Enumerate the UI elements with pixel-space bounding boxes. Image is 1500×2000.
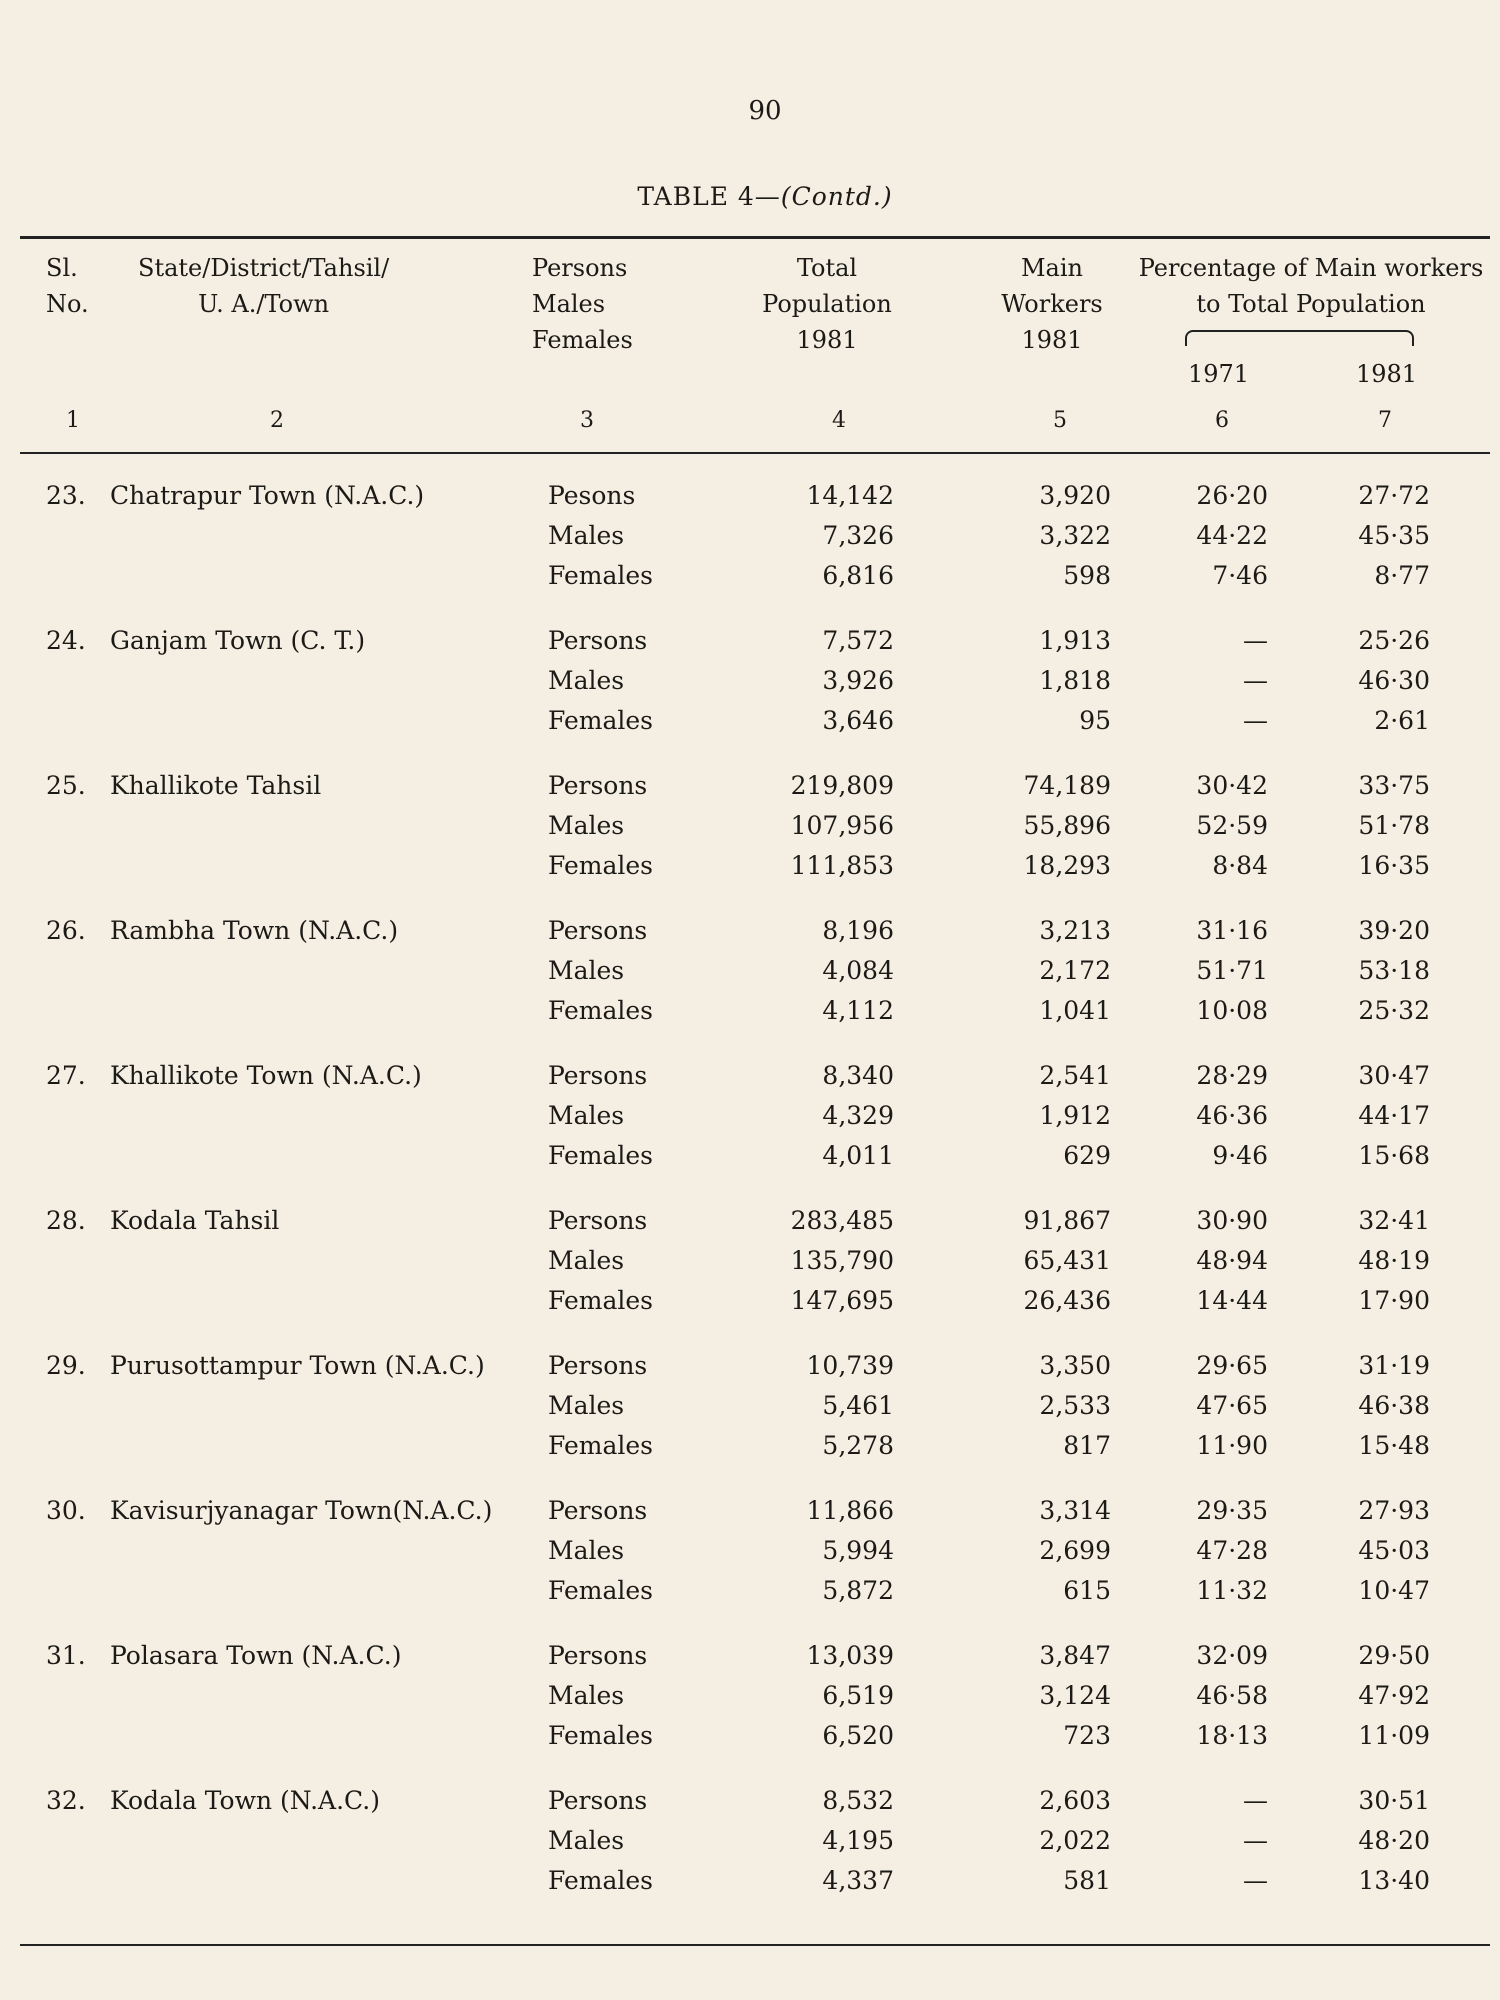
sex-label: Persons bbox=[548, 1061, 648, 1090]
main-workers: 615 bbox=[1063, 1576, 1111, 1605]
sex-label: Males bbox=[548, 1391, 625, 1420]
table-row bbox=[0, 1346, 1500, 1388]
sex-label: Males bbox=[548, 1101, 625, 1130]
main-workers: 3,124 bbox=[1039, 1681, 1111, 1710]
percent-1981: 33·75 bbox=[1358, 771, 1430, 800]
column-number: 4 bbox=[832, 408, 846, 433]
column-number: 7 bbox=[1378, 408, 1392, 433]
entry-number: 28. bbox=[46, 1206, 86, 1235]
table-title-contd: (Contd.) bbox=[780, 182, 893, 211]
sex-label: Males bbox=[548, 811, 625, 840]
entry-number: 29. bbox=[46, 1351, 86, 1380]
main-workers: 3,920 bbox=[1039, 481, 1111, 510]
percent-1981: 8·77 bbox=[1374, 561, 1430, 590]
main-workers: 1,041 bbox=[1039, 996, 1111, 1025]
main-workers: 18,293 bbox=[1023, 851, 1111, 880]
sex-label: Persons bbox=[548, 1786, 648, 1815]
percent-1971: 47·28 bbox=[1196, 1536, 1268, 1565]
total-population: 5,278 bbox=[822, 1431, 894, 1460]
table-row bbox=[0, 1426, 1500, 1468]
total-population: 4,084 bbox=[822, 956, 894, 985]
sex-label: Females bbox=[548, 1431, 654, 1460]
total-population: 5,872 bbox=[822, 1576, 894, 1605]
total-population: 8,340 bbox=[822, 1061, 894, 1090]
table-row bbox=[0, 661, 1500, 703]
entry-name: Kodala Tahsil bbox=[110, 1206, 280, 1235]
main-workers: 1,912 bbox=[1039, 1101, 1111, 1130]
total-population: 107,956 bbox=[790, 811, 894, 840]
total-population: 3,646 bbox=[822, 706, 894, 735]
percent-1971: — bbox=[1243, 706, 1268, 735]
table-row bbox=[0, 806, 1500, 848]
sex-label: Males bbox=[548, 521, 625, 550]
main-workers: 3,213 bbox=[1039, 916, 1111, 945]
percent-1981: 46·30 bbox=[1358, 666, 1430, 695]
table-row bbox=[0, 911, 1500, 953]
header-rule bbox=[20, 452, 1490, 454]
column-number: 6 bbox=[1215, 408, 1229, 433]
main-workers: 723 bbox=[1063, 1721, 1111, 1750]
table-row bbox=[0, 1386, 1500, 1428]
total-population: 14,142 bbox=[806, 481, 894, 510]
percent-1971: 11·90 bbox=[1196, 1431, 1268, 1460]
main-workers: 74,189 bbox=[1023, 771, 1111, 800]
percent-1981: 53·18 bbox=[1358, 956, 1430, 985]
main-workers: 3,314 bbox=[1039, 1496, 1111, 1525]
table-row bbox=[0, 1781, 1500, 1823]
table-row bbox=[0, 766, 1500, 808]
total-population: 6,816 bbox=[822, 561, 894, 590]
sex-label: Females bbox=[548, 561, 654, 590]
table-row bbox=[0, 1201, 1500, 1243]
total-population: 7,326 bbox=[822, 521, 894, 550]
main-workers: 91,867 bbox=[1023, 1206, 1111, 1235]
header-percentage: Percentage of Main workers to Total Population bbox=[1138, 254, 1484, 318]
main-workers: 581 bbox=[1063, 1866, 1111, 1895]
table-row bbox=[0, 1531, 1500, 1573]
year-brace bbox=[1185, 330, 1414, 346]
header-name: State/District/Tahsil/ U. A./Town bbox=[138, 254, 390, 318]
total-population: 4,112 bbox=[822, 996, 894, 1025]
percent-1981: 30·47 bbox=[1358, 1061, 1430, 1090]
entry-number: 25. bbox=[46, 771, 86, 800]
percent-1981: 25·26 bbox=[1358, 626, 1430, 655]
total-population: 8,532 bbox=[822, 1786, 894, 1815]
percent-1971: 9·46 bbox=[1212, 1141, 1268, 1170]
total-population: 4,337 bbox=[822, 1866, 894, 1895]
sex-label: Males bbox=[548, 1826, 625, 1855]
table-row bbox=[0, 1281, 1500, 1323]
percent-1971: 29·35 bbox=[1196, 1496, 1268, 1525]
percent-1981: 29·50 bbox=[1358, 1641, 1430, 1670]
main-workers: 2,533 bbox=[1039, 1391, 1111, 1420]
main-workers: 3,322 bbox=[1039, 521, 1111, 550]
table-row bbox=[0, 701, 1500, 743]
table-row bbox=[0, 476, 1500, 518]
table-row bbox=[0, 846, 1500, 888]
percent-1981: 25·32 bbox=[1358, 996, 1430, 1025]
entry-number: 30. bbox=[46, 1496, 86, 1525]
percent-1971: 30·42 bbox=[1196, 771, 1268, 800]
entry-number: 23. bbox=[46, 481, 86, 510]
percent-1971: 18·13 bbox=[1196, 1721, 1268, 1750]
sex-label: Males bbox=[548, 666, 625, 695]
total-population: 5,461 bbox=[822, 1391, 894, 1420]
table-title-main: TABLE 4— bbox=[637, 182, 781, 211]
entry-number: 26. bbox=[46, 916, 86, 945]
entry-name: Polasara Town (N.A.C.) bbox=[110, 1641, 402, 1670]
sex-label: Females bbox=[548, 1576, 654, 1605]
percent-1971: — bbox=[1243, 1786, 1268, 1815]
table-row bbox=[0, 1716, 1500, 1758]
total-population: 11,866 bbox=[806, 1496, 894, 1525]
sex-label: Females bbox=[548, 1141, 654, 1170]
percent-1981: 44·17 bbox=[1358, 1101, 1430, 1130]
percent-1981: 47·92 bbox=[1358, 1681, 1430, 1710]
entry-number: 32. bbox=[46, 1786, 86, 1815]
main-workers: 2,022 bbox=[1039, 1826, 1111, 1855]
total-population: 147,695 bbox=[790, 1286, 894, 1315]
sex-label: Persons bbox=[548, 771, 648, 800]
column-number: 3 bbox=[580, 408, 594, 433]
main-workers: 2,603 bbox=[1039, 1786, 1111, 1815]
table-row bbox=[0, 621, 1500, 663]
sex-label: Persons bbox=[548, 626, 648, 655]
table-row bbox=[0, 991, 1500, 1033]
main-workers: 1,913 bbox=[1039, 626, 1111, 655]
percent-1971: 11·32 bbox=[1196, 1576, 1268, 1605]
entry-name: Purusottampur Town (N.A.C.) bbox=[110, 1351, 485, 1380]
main-workers: 26,436 bbox=[1023, 1286, 1111, 1315]
percent-1981: 31·19 bbox=[1358, 1351, 1430, 1380]
total-population: 13,039 bbox=[806, 1641, 894, 1670]
percent-1981: 27·72 bbox=[1358, 481, 1430, 510]
table-row bbox=[0, 1056, 1500, 1098]
sex-label: Persons bbox=[548, 1351, 648, 1380]
total-population: 111,853 bbox=[790, 851, 894, 880]
sex-label: Females bbox=[548, 996, 654, 1025]
main-workers: 55,896 bbox=[1023, 811, 1111, 840]
total-population: 5,994 bbox=[822, 1536, 894, 1565]
percent-1971: 26·20 bbox=[1196, 481, 1268, 510]
entry-name: Chatrapur Town (N.A.C.) bbox=[110, 481, 425, 510]
total-population: 8,196 bbox=[822, 916, 894, 945]
percent-1971: — bbox=[1243, 1866, 1268, 1895]
percent-1981: 10·47 bbox=[1358, 1576, 1430, 1605]
sex-label: Females bbox=[548, 706, 654, 735]
main-workers: 817 bbox=[1063, 1431, 1111, 1460]
percent-1971: 30·90 bbox=[1196, 1206, 1268, 1235]
total-population: 4,011 bbox=[822, 1141, 894, 1170]
total-population: 4,329 bbox=[822, 1101, 894, 1130]
percent-1971: — bbox=[1243, 666, 1268, 695]
sex-label: Persons bbox=[548, 1206, 648, 1235]
table-row bbox=[0, 1241, 1500, 1283]
total-population: 4,195 bbox=[822, 1826, 894, 1855]
table-row bbox=[0, 1136, 1500, 1178]
percent-1971: 29·65 bbox=[1196, 1351, 1268, 1380]
header-sl-no: Sl. No. bbox=[46, 254, 89, 318]
percent-1971: 44·22 bbox=[1196, 521, 1268, 550]
percent-1981: 30·51 bbox=[1358, 1786, 1430, 1815]
percent-1981: 15·48 bbox=[1358, 1431, 1430, 1460]
percent-1971: 32·09 bbox=[1196, 1641, 1268, 1670]
entry-name: Ganjam Town (C. T.) bbox=[110, 626, 366, 655]
header-sex: Persons Males Females bbox=[532, 254, 633, 354]
percent-1971: 46·58 bbox=[1196, 1681, 1268, 1710]
sex-label: Persons bbox=[548, 1641, 648, 1670]
main-workers: 2,699 bbox=[1039, 1536, 1111, 1565]
table-row bbox=[0, 1676, 1500, 1718]
main-workers: 3,350 bbox=[1039, 1351, 1111, 1380]
main-workers: 95 bbox=[1079, 706, 1111, 735]
entry-number: 27. bbox=[46, 1061, 86, 1090]
entry-name: Khallikote Tahsil bbox=[110, 771, 322, 800]
table-row bbox=[0, 556, 1500, 598]
table-row bbox=[0, 516, 1500, 558]
percent-1971: 47·65 bbox=[1196, 1391, 1268, 1420]
column-number: 5 bbox=[1053, 408, 1067, 433]
main-workers: 598 bbox=[1063, 561, 1111, 590]
table-row bbox=[0, 1571, 1500, 1613]
percent-1971: — bbox=[1243, 1826, 1268, 1855]
sex-label: Females bbox=[548, 1286, 654, 1315]
sex-label: Females bbox=[548, 1721, 654, 1750]
percent-1981: 11·09 bbox=[1358, 1721, 1430, 1750]
total-population: 7,572 bbox=[822, 626, 894, 655]
entry-name: Khallikote Town (N.A.C.) bbox=[110, 1061, 422, 1090]
percent-1981: 13·40 bbox=[1358, 1866, 1430, 1895]
percent-1971: 28·29 bbox=[1196, 1061, 1268, 1090]
sex-label: Males bbox=[548, 1536, 625, 1565]
percent-1971: 31·16 bbox=[1196, 916, 1268, 945]
table-row bbox=[0, 1491, 1500, 1533]
sex-label: Persons bbox=[548, 1496, 648, 1525]
entry-name: Kavisurjyanagar Town(N.A.C.) bbox=[110, 1496, 493, 1525]
percent-1971: — bbox=[1243, 626, 1268, 655]
table-row bbox=[0, 1861, 1500, 1903]
header-year-1981: 1981 bbox=[1356, 360, 1418, 388]
percent-1981: 48·20 bbox=[1358, 1826, 1430, 1855]
percent-1981: 46·38 bbox=[1358, 1391, 1430, 1420]
table-row bbox=[0, 951, 1500, 993]
bottom-rule bbox=[20, 1944, 1490, 1946]
percent-1971: 51·71 bbox=[1196, 956, 1268, 985]
entry-name: Rambha Town (N.A.C.) bbox=[110, 916, 399, 945]
main-workers: 3,847 bbox=[1039, 1641, 1111, 1670]
main-workers: 629 bbox=[1063, 1141, 1111, 1170]
sex-label: Pesons bbox=[548, 481, 636, 510]
percent-1971: 7·46 bbox=[1212, 561, 1268, 590]
header-total-population: Total Population 1981 bbox=[762, 254, 892, 354]
percent-1971: 14·44 bbox=[1196, 1286, 1268, 1315]
percent-1981: 48·19 bbox=[1358, 1246, 1430, 1275]
header-year-1971: 1971 bbox=[1188, 360, 1250, 388]
percent-1981: 45·35 bbox=[1358, 521, 1430, 550]
percent-1981: 17·90 bbox=[1358, 1286, 1430, 1315]
column-number: 1 bbox=[66, 408, 80, 433]
table-row bbox=[0, 1821, 1500, 1863]
percent-1981: 27·93 bbox=[1358, 1496, 1430, 1525]
sex-label: Males bbox=[548, 1681, 625, 1710]
percent-1981: 39·20 bbox=[1358, 916, 1430, 945]
total-population: 135,790 bbox=[790, 1246, 894, 1275]
percent-1981: 32·41 bbox=[1358, 1206, 1430, 1235]
sex-label: Females bbox=[548, 1866, 654, 1895]
percent-1981: 2·61 bbox=[1374, 706, 1430, 735]
percent-1971: 48·94 bbox=[1196, 1246, 1268, 1275]
table-row bbox=[0, 1096, 1500, 1138]
entry-number: 31. bbox=[46, 1641, 86, 1670]
percent-1981: 16·35 bbox=[1358, 851, 1430, 880]
percent-1981: 15·68 bbox=[1358, 1141, 1430, 1170]
percent-1981: 45·03 bbox=[1358, 1536, 1430, 1565]
percent-1971: 46·36 bbox=[1196, 1101, 1268, 1130]
percent-1971: 10·08 bbox=[1196, 996, 1268, 1025]
total-population: 283,485 bbox=[790, 1206, 894, 1235]
entry-number: 24. bbox=[46, 626, 86, 655]
main-workers: 2,541 bbox=[1039, 1061, 1111, 1090]
main-workers: 1,818 bbox=[1039, 666, 1111, 695]
table-title bbox=[0, 182, 1500, 211]
total-population: 219,809 bbox=[790, 771, 894, 800]
total-population: 10,739 bbox=[806, 1351, 894, 1380]
percent-1981: 51·78 bbox=[1358, 811, 1430, 840]
top-rule bbox=[20, 236, 1490, 239]
header-main-workers: Main Workers 1981 bbox=[1001, 254, 1103, 354]
main-workers: 65,431 bbox=[1023, 1246, 1111, 1275]
sex-label: Females bbox=[548, 851, 654, 880]
table-row bbox=[0, 1636, 1500, 1678]
sex-label: Males bbox=[548, 1246, 625, 1275]
column-number: 2 bbox=[270, 408, 284, 433]
percent-1971: 52·59 bbox=[1196, 811, 1268, 840]
page-number: 90 bbox=[748, 96, 782, 126]
percent-1971: 8·84 bbox=[1212, 851, 1268, 880]
sex-label: Males bbox=[548, 956, 625, 985]
entry-name: Kodala Town (N.A.C.) bbox=[110, 1786, 380, 1815]
total-population: 3,926 bbox=[822, 666, 894, 695]
main-workers: 2,172 bbox=[1039, 956, 1111, 985]
sex-label: Persons bbox=[548, 916, 648, 945]
total-population: 6,519 bbox=[822, 1681, 894, 1710]
total-population: 6,520 bbox=[822, 1721, 894, 1750]
